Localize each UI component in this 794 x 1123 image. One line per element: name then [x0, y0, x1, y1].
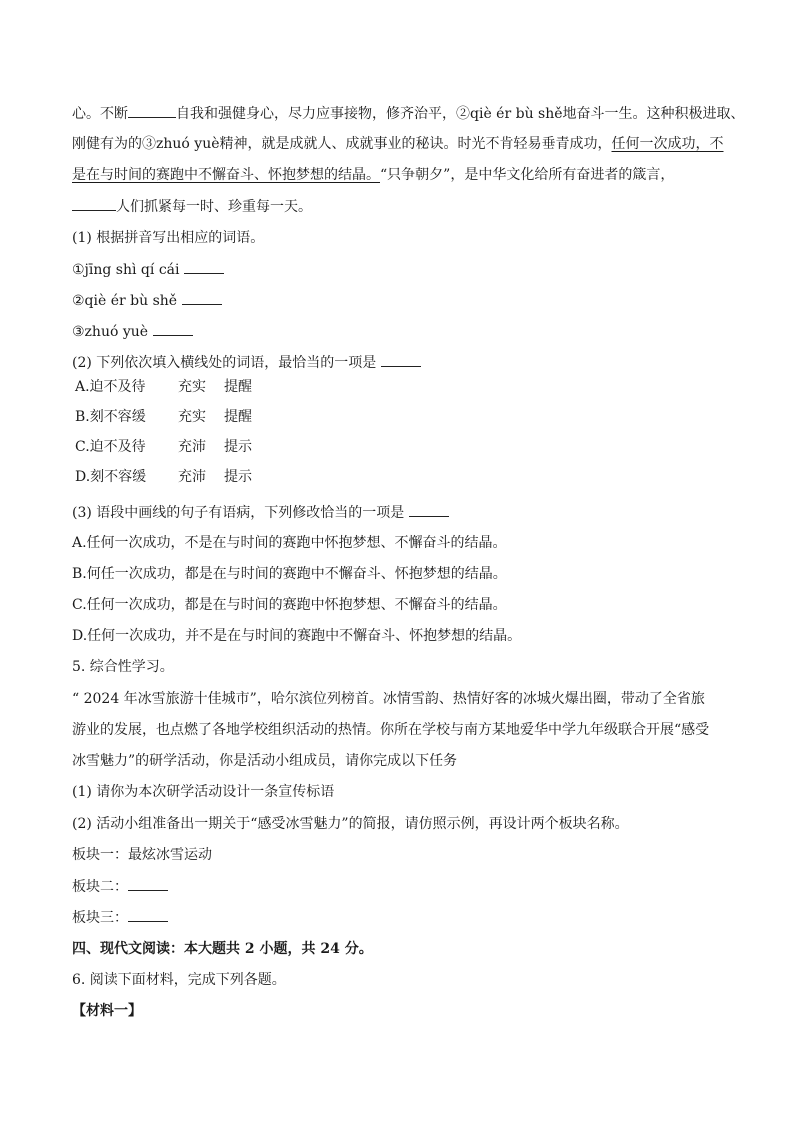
section-4-heading: 四、现代文阅读：本大题共 2 小题，共 24 分。 [72, 941, 373, 957]
answer-blank[interactable] [381, 352, 421, 367]
q1-item-3: ③zhuó yuè [72, 321, 193, 342]
material-1-heading: 【材料一】 [72, 1003, 142, 1019]
block-1-example: 板块一：最炫冰雪运动 [72, 847, 212, 863]
q3-option-d[interactable]: D.任何一次成功，并不是在与时间的赛跑中不懈奋斗、怀抱梦想的结晶。 [72, 628, 522, 644]
q2-option-c[interactable]: C.迫不及待 充沛 提示 [75, 439, 252, 455]
passage-line-3: 是在与时间的赛跑中不懈奋斗、怀抱梦想的结晶。“只争朝夕”，是中华文化给所有奋进者的箴言， [72, 167, 675, 183]
q1-item-2: ②qiè ér bù shě [72, 290, 222, 311]
question-2-stem: (2) 下列依次填入横线处的词语，最恰当的一项是 [72, 352, 421, 373]
passage-line-2: 刚健有为的③zhuó yuè精神，就是成就人、成就事业的秘诀。时光不肯轻易垂青成功，任何一次成功，不 [72, 136, 724, 152]
q5-task-2: (2) 活动小组准备出一期关于“感受冰雪魅力”的简报，请仿照示例，再设计两个板块名称。 [72, 816, 629, 832]
answer-blank[interactable] [128, 907, 168, 922]
q2-option-a[interactable]: A.迫不及待 充实 提醒 [75, 379, 252, 395]
q3-option-b[interactable]: B.何任一次成功，都是在与时间的赛跑中不懈奋斗、怀抱梦想的结晶。 [72, 566, 507, 582]
question-5-title: 5. 综合性学习。 [72, 659, 174, 675]
question-6-title: 6. 阅读下面材料，完成下列各题。 [72, 972, 286, 988]
q1-item-1: ①jīng shì qí cái [72, 259, 224, 280]
answer-blank[interactable] [128, 876, 168, 891]
q5-task-1: (1) 请你为本次研学活动设计一条宣传标语 [72, 784, 335, 800]
answer-blank[interactable] [184, 259, 224, 274]
passage-line-1: 心。不断 自我和强健身心，尽力应事接物，修齐治平，②qiè ér bù shě地奋斗一生。这种积极进取、 [72, 103, 745, 124]
passage-line-4: 人们抓紧每一时、珍重每一天。 [72, 196, 312, 217]
q2-option-b[interactable]: B.刻不容缓 充实 提醒 [75, 409, 252, 425]
question-1-stem: (1) 根据拼音写出相应的词语。 [72, 230, 265, 246]
underlined-sentence: 是在与时间的赛跑中不懈奋斗、怀抱梦想的结晶。 [72, 167, 380, 183]
block-2: 板块二： [72, 876, 168, 897]
fill-blank[interactable] [72, 196, 116, 211]
answer-blank[interactable] [182, 290, 222, 305]
answer-blank[interactable] [153, 321, 193, 336]
underlined-sentence: 任何一次成功，不 [611, 136, 724, 152]
q3-option-a[interactable]: A.任何一次成功，不是在与时间的赛跑中怀抱梦想、不懈奋斗的结晶。 [72, 535, 507, 551]
fill-blank[interactable] [128, 103, 176, 118]
q5-intro-line-2: 游业的发展，也点燃了各地学校组织活动的热情。你所在学校与南方某地爱华中学九年级联合开展“感受 [72, 722, 710, 738]
q5-intro-line-1: “ 2024 年冰雪旅游十佳城市”，哈尔滨位列榜首。冰情雪韵、热情好客的冰城火爆出圈，带动了全省旅 [72, 691, 705, 707]
q3-option-c[interactable]: C.任何一次成功，都是在与时间的赛跑中怀抱梦想、不懈奋斗的结晶。 [72, 597, 507, 613]
answer-blank[interactable] [409, 502, 449, 517]
q5-intro-line-3: 冰雪魅力”的研学活动，你是活动小组成员，请你完成以下任务 [72, 753, 458, 769]
question-3-stem: (3) 语段中画线的句子有语病，下列修改恰当的一项是 [72, 502, 449, 523]
q2-option-d[interactable]: D.刻不容缓 充沛 提示 [75, 469, 252, 485]
block-3: 板块三： [72, 907, 168, 928]
